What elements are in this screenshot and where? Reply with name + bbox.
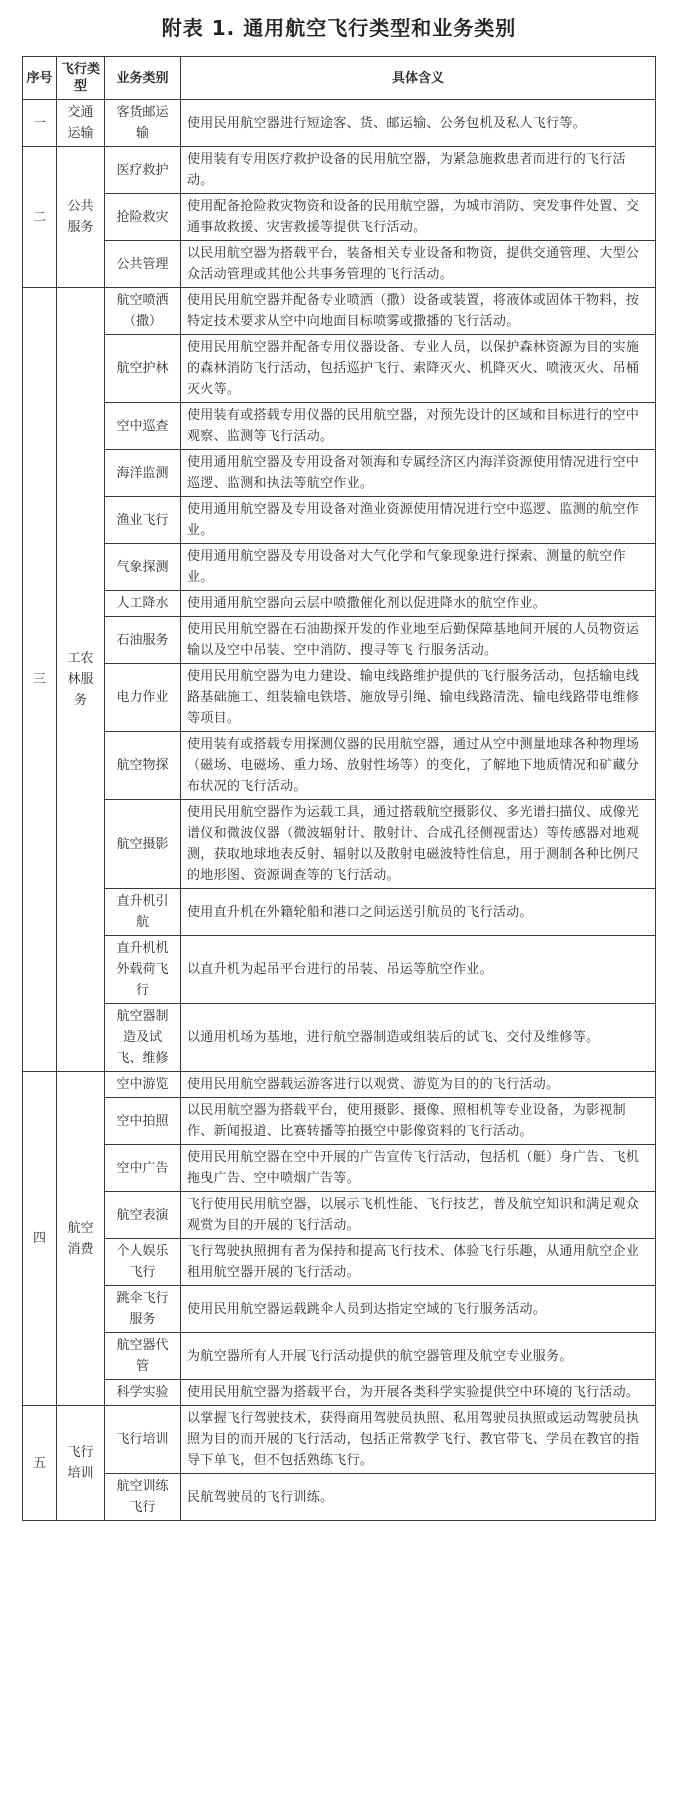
business-category-cell: 海洋监测: [105, 450, 181, 497]
table-row: [23, 1239, 656, 1286]
table-row: [23, 497, 656, 544]
meaning-cell: 使用民用航空器在空中开展的广告宣传飞行活动，包括机（艇）身广告、飞机拖曳广告、空中喷烟广告等。: [181, 1145, 656, 1192]
header-business-category: 业务类别: [105, 57, 181, 100]
table-row: [23, 1406, 656, 1474]
table-row: [23, 544, 656, 591]
table-row: [23, 403, 656, 450]
business-category-cell: 航空表演: [105, 1192, 181, 1239]
table-row: [23, 288, 656, 335]
table-row: [23, 889, 656, 936]
meaning-cell: 使用装有或搭载专用探测仪器的民用航空器，通过从空中测量地球各种物理场（磁场、电磁场、重力场、放射性场等）的变化，了解地下地质情况和矿藏分布状况的飞行活动。: [181, 732, 656, 800]
seq-cell: 一: [23, 100, 57, 147]
business-category-cell: 跳伞飞行服务: [105, 1286, 181, 1333]
table-row: [23, 1333, 656, 1380]
table-row: [23, 241, 656, 288]
meaning-cell: 以民用航空器为搭载平台，装备相关专业设备和物资，提供交通管理、大型公众活动管理或其他公共事务管理的飞行活动。: [181, 241, 656, 288]
business-category-cell: 航空物探: [105, 732, 181, 800]
header-meaning: 具体含义: [181, 57, 656, 100]
meaning-cell: 使用直升机在外籍轮船和港口之间运送引航员的飞行活动。: [181, 889, 656, 936]
table-row: [23, 1380, 656, 1406]
meaning-cell: 使用民用航空器在石油勘探开发的作业地至后勤保障基地间开展的人员物资运输以及空中吊装、空中消防、搜寻等飞 行服务活动。: [181, 617, 656, 664]
business-category-cell: 航空摄影: [105, 800, 181, 889]
table-row: [23, 194, 656, 241]
business-category-cell: 空中游览: [105, 1072, 181, 1098]
business-category-cell: 人工降水: [105, 591, 181, 617]
meaning-cell: 使用通用航空器及专用设备对大气化学和气象现象进行探索、测量的航空作业。: [181, 544, 656, 591]
meaning-cell: 使用配备抢险救灾物资和设备的民用航空器，为城市消防、突发事件处置、交通事故救援、灾害救援等提供飞行活动。: [181, 194, 656, 241]
seq-cell: 三: [23, 288, 57, 1072]
business-category-cell: 气象探测: [105, 544, 181, 591]
meaning-cell: 使用民用航空器作为运载工具，通过搭载航空摄影仪、多光谱扫描仪、成像光谱仪和微波仪器（微波辐射计、散射计、合成孔径侧视雷达）等传感器对地观测，获取地球地表反射、辐射以及散射电磁波特性信息，用于测制各种比例尺的地形图、资源调查等的飞行活动。: [181, 800, 656, 889]
seq-cell: 四: [23, 1072, 57, 1406]
business-category-cell: 航空器制造及试飞、维修: [105, 1004, 181, 1072]
meaning-cell: 使用装有专用医疗救护设备的民用航空器，为紧急施救患者而进行的飞行活动。: [181, 147, 656, 194]
meaning-cell: 以直升机为起吊平台进行的吊装、吊运等航空作业。: [181, 936, 656, 1004]
flight-type-cell: 工农林服务: [57, 288, 105, 1072]
meaning-cell: 使用民用航空器运载跳伞人员到达指定空域的飞行服务活动。: [181, 1286, 656, 1333]
business-category-cell: 石油服务: [105, 617, 181, 664]
business-category-cell: 抢险救灾: [105, 194, 181, 241]
meaning-cell: 使用通用航空器及专用设备对渔业资源使用情况进行空中巡逻、监测的航空作业。: [181, 497, 656, 544]
business-category-cell: 渔业飞行: [105, 497, 181, 544]
header-flight-type: 飞行类型: [57, 57, 105, 100]
business-category-cell: 空中广告: [105, 1145, 181, 1192]
meaning-cell: 飞行使用民用航空器，以展示飞机性能、飞行技艺，普及航空知识和满足观众观赏为目的开展的飞行活动。: [181, 1192, 656, 1239]
flight-type-cell: 航空消费: [57, 1072, 105, 1406]
flight-type-cell: 飞行培训: [57, 1406, 105, 1521]
table-row: [23, 100, 656, 147]
business-category-cell: 公共管理: [105, 241, 181, 288]
flight-type-cell: 交通运输: [57, 100, 105, 147]
meaning-cell: 民航驾驶员的飞行训练。: [181, 1474, 656, 1521]
table-row: [23, 800, 656, 889]
table-row: [23, 1192, 656, 1239]
business-category-cell: 电力作业: [105, 664, 181, 732]
table-body: [23, 100, 656, 1521]
business-category-cell: 空中巡查: [105, 403, 181, 450]
meaning-cell: 使用民用航空器进行短途客、货、邮运输、公务包机及私人飞行等。: [181, 100, 656, 147]
table-row: [23, 591, 656, 617]
business-category-cell: 科学实验: [105, 1380, 181, 1406]
meaning-cell: 以通用机场为基地，进行航空器制造或组装后的试飞、交付及维修等。: [181, 1004, 656, 1072]
page-title: 附表 1. 通用航空飞行类型和业务类别: [161, 16, 517, 40]
header-seq: 序号: [23, 57, 57, 100]
business-category-table: [22, 56, 656, 1521]
table-row: [23, 664, 656, 732]
meaning-cell: 以民用航空器为搭载平台，使用摄影、摄像、照相机等专业设备，为影视制作、新闻报道、比赛转播等拍摄空中影像资料的飞行活动。: [181, 1098, 656, 1145]
business-category-cell: 航空器代管: [105, 1333, 181, 1380]
business-category-cell: 航空护林: [105, 335, 181, 403]
table-row: [23, 1145, 656, 1192]
seq-cell: 二: [23, 147, 57, 288]
business-category-cell: 直升机机外载荷飞行: [105, 936, 181, 1004]
table-row: [23, 335, 656, 403]
meaning-cell: 使用通用航空器及专用设备对领海和专属经济区内海洋资源使用情况进行空中巡逻、监测和执法等航空作业。: [181, 450, 656, 497]
meaning-cell: 使用民用航空器载运游客进行以观赏、游览为目的的飞行活动。: [181, 1072, 656, 1098]
business-category-cell: 航空喷洒（撒）: [105, 288, 181, 335]
business-category-cell: 飞行培训: [105, 1406, 181, 1474]
table-row: [23, 450, 656, 497]
seq-cell: 五: [23, 1406, 57, 1521]
meaning-cell: 使用民用航空器并配备专用仪器设备、专业人员，以保护森林资源为目的实施的森林消防飞行活动，包括巡护飞行、索降灭火、机降灭火、喷液灭火、吊桶灭火等。: [181, 335, 656, 403]
meaning-cell: 飞行驾驶执照拥有者为保持和提高飞行技术、体验飞行乐趣，从通用航空企业租用航空器开展的飞行活动。: [181, 1239, 656, 1286]
meaning-cell: 使用通用航空器向云层中喷撒催化剂以促进降水的航空作业。: [181, 591, 656, 617]
meaning-cell: 为航空器所有人开展飞行活动提供的航空器管理及航空专业服务。: [181, 1333, 656, 1380]
business-category-cell: 空中拍照: [105, 1098, 181, 1145]
meaning-cell: 以掌握飞行驾驶技术，获得商用驾驶员执照、私用驾驶员执照或运动驾驶员执照为目的而开展的飞行活动，包括正常教学飞行、教官带飞、学员在教官的指导下单飞，但不包括熟练飞行。: [181, 1406, 656, 1474]
business-category-cell: 个人娱乐飞行: [105, 1239, 181, 1286]
table-row: [23, 617, 656, 664]
business-category-cell: 客货邮运输: [105, 100, 181, 147]
business-category-cell: 医疗救护: [105, 147, 181, 194]
meaning-cell: 使用民用航空器并配备专业喷洒（撒）设备或装置，将液体或固体干物料，按特定技术要求从空中向地面目标喷雾或撒播的飞行活动。: [181, 288, 656, 335]
table-row: [23, 732, 656, 800]
table-header-row: [23, 57, 656, 100]
business-category-cell: 直升机引航: [105, 889, 181, 936]
meaning-cell: 使用民用航空器为电力建设、输电线路维护提供的飞行服务活动，包括输电线路基础施工、组装输电铁塔、施放导引绳、输电线路清洗、输电线路带电维修等项目。: [181, 664, 656, 732]
table-row: [23, 1072, 656, 1098]
table-row: [23, 936, 656, 1004]
table-row: [23, 147, 656, 194]
flight-type-cell: 公共服务: [57, 147, 105, 288]
meaning-cell: 使用民用航空器为搭载平台，为开展各类科学实验提供空中环境的飞行活动。: [181, 1380, 656, 1406]
table-row: [23, 1098, 656, 1145]
business-category-cell: 航空训练飞行: [105, 1474, 181, 1521]
table-row: [23, 1004, 656, 1072]
meaning-cell: 使用装有或搭载专用仪器的民用航空器，对预先设计的区域和目标进行的空中观察、监测等飞行活动。: [181, 403, 656, 450]
table-row: [23, 1474, 656, 1521]
table-row: [23, 1286, 656, 1333]
